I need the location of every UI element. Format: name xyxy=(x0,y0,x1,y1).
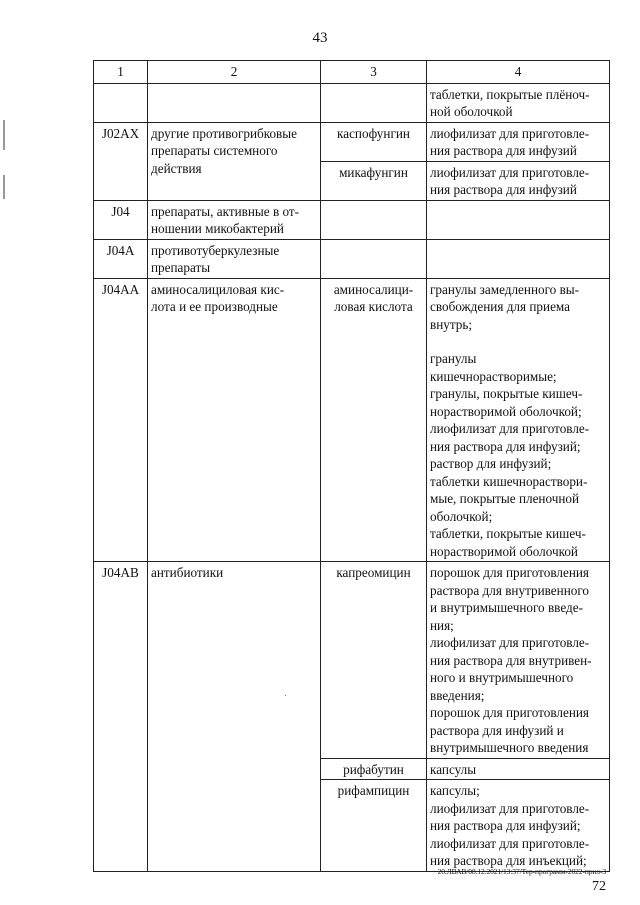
group-cell: препараты, активные в от- ношении микобактерий xyxy=(148,200,321,239)
column-header-3: 3 xyxy=(321,61,427,84)
group-cell: противотуберкулезные препараты xyxy=(148,239,321,278)
table-row xyxy=(94,122,610,161)
group-cell xyxy=(148,83,321,122)
table-row xyxy=(94,239,610,278)
atc-code-cell: J04AB xyxy=(94,562,148,872)
dosage-forms-cell: капсулы xyxy=(427,758,610,780)
page-number-bottom: 72 xyxy=(592,879,606,894)
scan-margin-mark xyxy=(3,120,5,150)
atc-code-cell: J04A xyxy=(94,239,148,278)
dosage-forms-text: гранулы кишечнорастворимые; гранулы, покрытые кишеч- норастворимой оболочкой; лиофилизат для приготовле- ния раствора для инфузий; раствор для инфузий; таблетки кишечнораствори- мые, покрытые пленочной оболочкой; таблетки, покрытые кишеч- норастворимой оболочкой xyxy=(430,351,590,559)
drug-table xyxy=(93,60,610,872)
drug-name-cell: аминосалици- ловая кислота xyxy=(321,278,427,562)
scan-margin-mark xyxy=(3,175,5,199)
group-cell: другие противогрибковые препараты системного действия xyxy=(148,122,321,200)
atc-code-cell: J04 xyxy=(94,200,148,239)
atc-code-cell: J04AA xyxy=(94,278,148,562)
table-row xyxy=(94,200,610,239)
group-cell: антибиотики xyxy=(148,562,321,872)
drug-name-cell xyxy=(321,239,427,278)
dosage-forms-cell: лиофилизат для приготовле- ния раствора для инфузий xyxy=(427,122,610,161)
table-row xyxy=(94,83,610,122)
dosage-forms-cell: капсулы; лиофилизат для приготовле- ния раствора для инфузий; лиофилизат для приготовле- ния раствора для инъекций; xyxy=(427,780,610,872)
blank-line xyxy=(430,333,606,350)
dosage-forms-cell xyxy=(427,239,610,278)
drug-name-cell xyxy=(321,83,427,122)
atc-code-cell: J02AX xyxy=(94,122,148,200)
dosage-forms-cell xyxy=(427,278,610,562)
drug-name-cell: рифабутин xyxy=(321,758,427,780)
footer-document-code: 20.ЛВАВ/08.12.2021/13:37/Тер-программ-2022-прил-3 xyxy=(437,867,606,876)
page-number-top: 43 xyxy=(312,30,328,46)
dosage-forms-cell: лиофилизат для приготовле- ния раствора для инфузий xyxy=(427,161,610,200)
scan-speck xyxy=(285,695,286,696)
drug-name-cell: рифампицин xyxy=(321,780,427,872)
dosage-forms-text: гранулы замедленного вы- свобождения для приема внутрь; xyxy=(430,281,580,332)
table-header-row xyxy=(94,61,610,84)
column-header-4: 4 xyxy=(427,61,610,84)
dosage-forms-cell: таблетки, покрытые плёноч- ной оболочкой xyxy=(427,83,610,122)
column-header-1: 1 xyxy=(94,61,148,84)
drug-name-cell: капреомицин xyxy=(321,562,427,759)
dosage-forms-cell: порошок для приготовления раствора для внутривенного и внутримышечного введе- ния; лиофилизат для приготовле- ния раствора для внутривен- ного и внутримышечного введения; порошок для приготовления раствора для инфузий и внутримышечного введения xyxy=(427,562,610,759)
drug-name-cell xyxy=(321,200,427,239)
column-header-2: 2 xyxy=(148,61,321,84)
drug-name-cell: микафунгин xyxy=(321,161,427,200)
atc-code-cell xyxy=(94,83,148,122)
group-cell: аминосалициловая кис- лота и ее производные xyxy=(148,278,321,562)
drug-name-cell: каспофунгин xyxy=(321,122,427,161)
table-row xyxy=(94,278,610,562)
table-row xyxy=(94,562,610,759)
dosage-forms-cell xyxy=(427,200,610,239)
